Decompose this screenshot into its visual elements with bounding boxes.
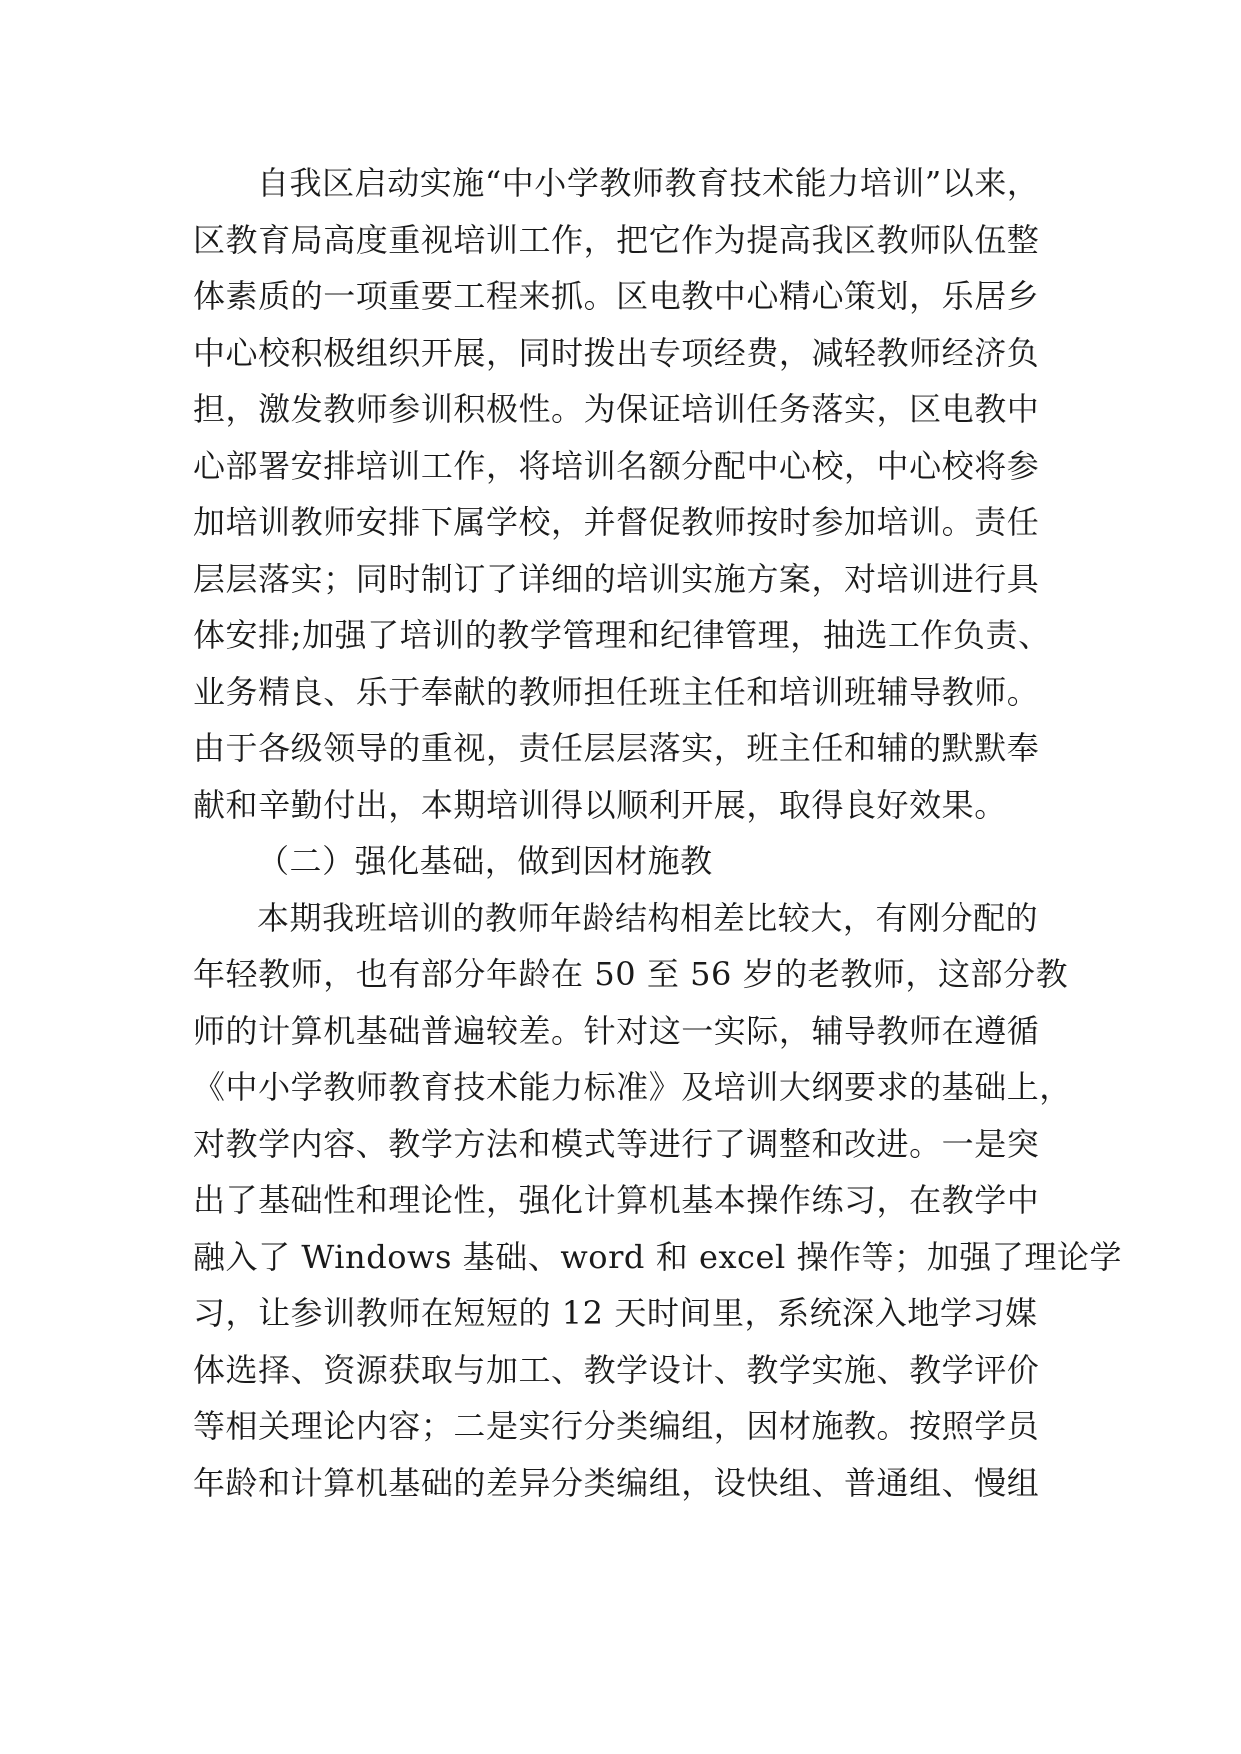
text-line: 对教学内容、教学方法和模式等进行了调整和改进。一是突 [193, 1124, 1040, 1163]
text-line: 担，激发教师参训积极性。为保证培训任务落实，区电教中 [193, 390, 1040, 428]
text-line: 体选择、资源获取与加工、教学设计、教学实施、教学评价 [193, 1350, 1040, 1389]
text-line: 层层落实；同时制订了详细的培训实施方案，对培训进行具 [193, 559, 1040, 598]
text-line: 中心校积极组织开展，同时拨出专项经费，减轻教师经济负 [193, 333, 1040, 372]
paragraph-2 [193, 890, 1123, 1512]
text-line: 《中小学教师教育技术能力标准》及培训大纲要求的基础上， [193, 1068, 1072, 1106]
text-line: 业务精良、乐于奉献的教师担任班主任和培训班辅导教师。 [193, 672, 1040, 711]
text-line: 体素质的一项重要工程来抓。区电教中心精心策划，乐居乡 [193, 277, 1040, 315]
text-line: 年龄和计算机基础的差异分类编组，设快组、普通组、慢组 [193, 1463, 1040, 1502]
body-text [193, 155, 1123, 1511]
text-line: 融入了 Windows 基础、word 和 excel 操作等；加强了理论学 [193, 1237, 1123, 1276]
text-line: 师的计算机基础普遍较差。针对这一实际，辅导教师在遵循 [193, 1011, 1040, 1050]
text-line: 区教育局高度重视培训工作，把它作为提高我区教师队伍整 [193, 220, 1040, 259]
text-line: 体安排;加强了培训的教学管理和纪律管理，抽选工作负责、 [193, 616, 1051, 654]
section-heading [193, 833, 1073, 890]
text-line: 献和辛勤付出，本期培训得以顺利开展，取得良好效果。 [193, 785, 1007, 824]
text-line: 加培训教师安排下属学校，并督促教师按时参加培训。责任 [193, 503, 1040, 541]
text-line: 习，让参训教师在短短的 12 天时间里，系统深入地学习媒 [193, 1294, 1038, 1332]
text-line: 等相关理论内容；二是实行分类编组，因材施教。按照学员 [193, 1407, 1040, 1445]
text-line: 年轻教师，也有部分年龄在 50 至 56 岁的老教师，这部分教 [193, 955, 1069, 993]
text-line: 心部署安排培训工作，将培训名额分配中心校，中心校将参 [193, 446, 1040, 485]
text-line: 出了基础性和理论性，强化计算机基本操作练习，在教学中 [193, 1181, 1040, 1219]
paragraph-1 [193, 155, 1073, 833]
text-line: 本期我班培训的教师年龄结构相差比较大，有刚分配的 [257, 898, 1039, 937]
text-line: 由于各级领导的重视，责任层层落实，班主任和辅的默默奉 [193, 729, 1040, 767]
text-line: 自我区启动实施“中小学教师教育技术能力培训”以来， [257, 164, 1040, 202]
section-heading-text: （二）强化基础，做到因材施教 [257, 842, 713, 880]
